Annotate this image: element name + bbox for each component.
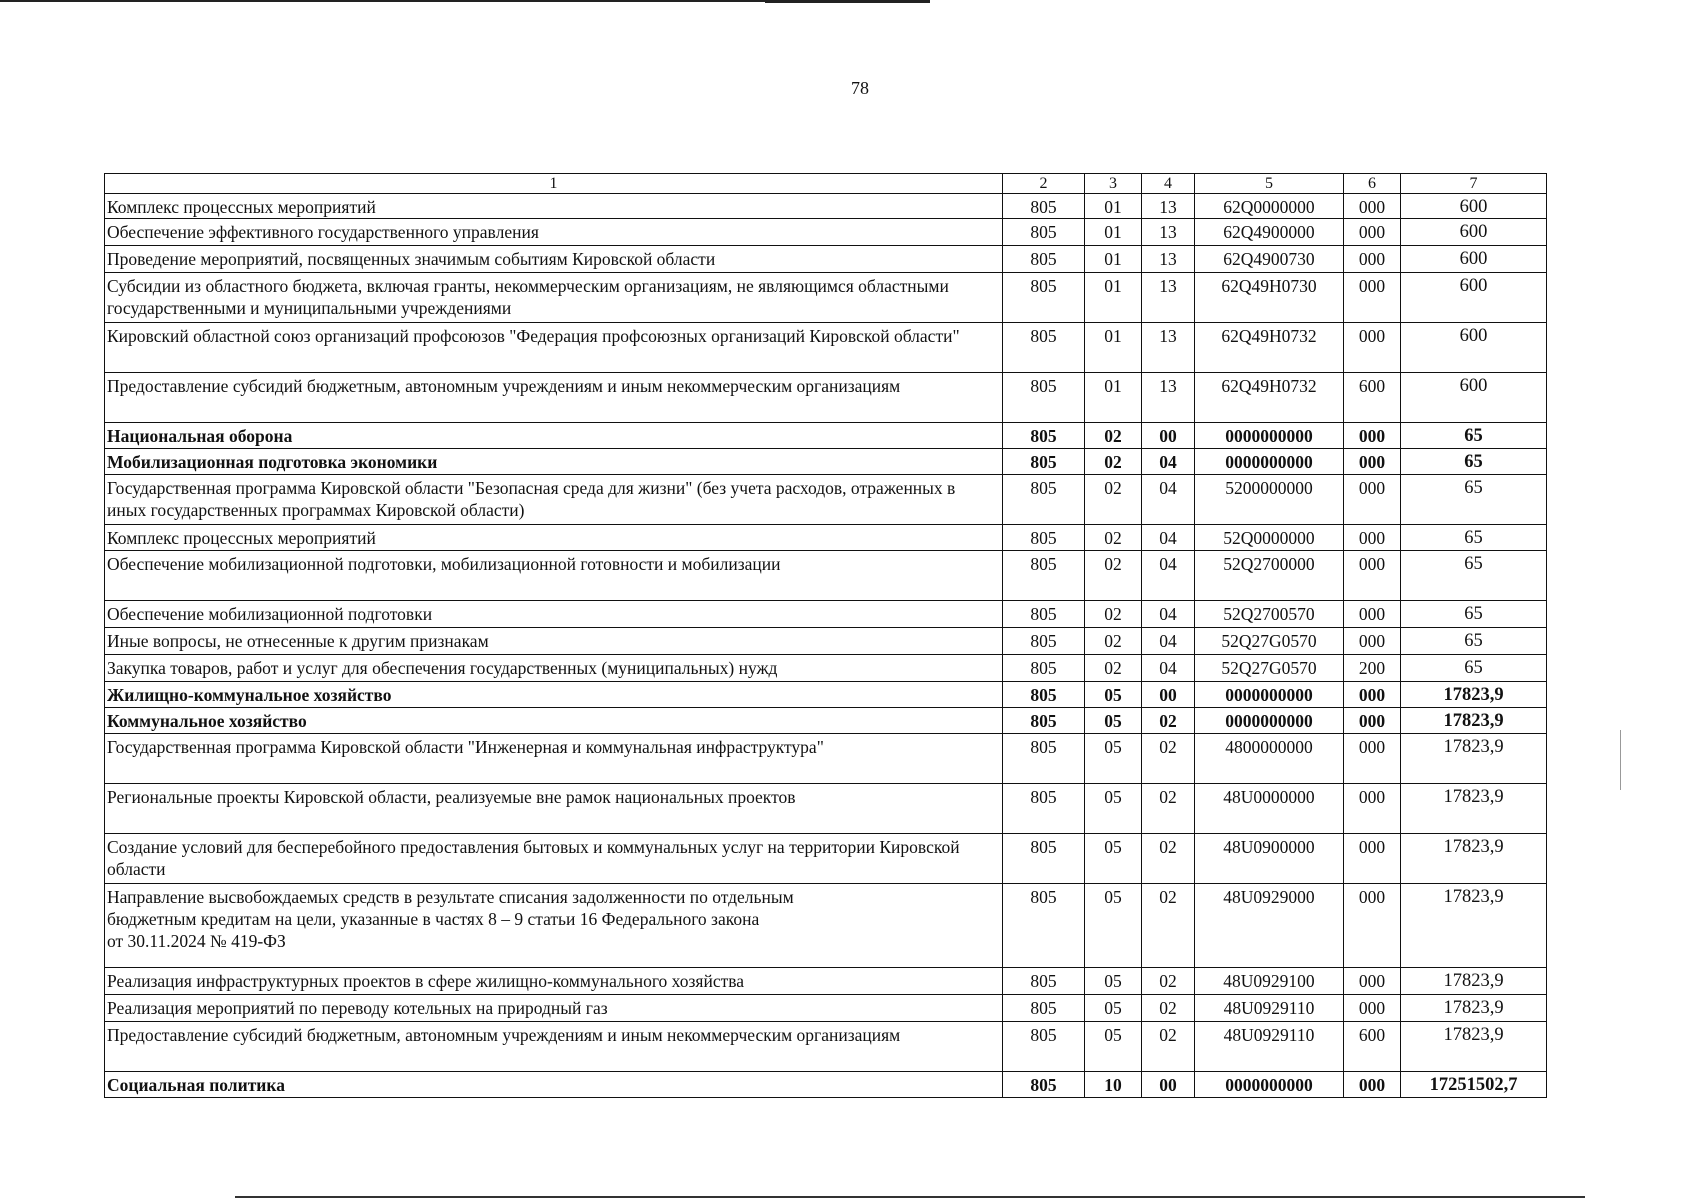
code-section-cell: 01 [1085, 219, 1142, 246]
table-row [105, 423, 1547, 449]
code-section-cell: 05 [1085, 682, 1142, 708]
row-name-cell: Реализация мероприятий по переводу котельных на природный газ [105, 995, 1003, 1022]
column-header-3: 3 [1085, 174, 1142, 194]
row-name-cell: Проведение мероприятий, посвященных значимым событиям Кировской области [105, 246, 1003, 273]
code-ministry-cell: 805 [1003, 1022, 1085, 1072]
code-target-cell: 62Q4900000 [1195, 219, 1344, 246]
page-number: 78 [851, 78, 869, 98]
code-target-cell: 0000000000 [1195, 682, 1344, 708]
code-ministry-cell: 805 [1003, 525, 1085, 551]
row-name-cell: Создание условий для бесперебойного предоставления бытовых и коммунальных услуг на территории Кировской области [105, 834, 1003, 884]
code-section-cell: 01 [1085, 273, 1142, 323]
code-ministry-cell: 805 [1003, 475, 1085, 525]
code-subsection-cell: 02 [1142, 784, 1195, 834]
code-expense-type-cell: 000 [1344, 734, 1401, 784]
table-row [105, 1022, 1547, 1072]
code-expense-type-cell: 000 [1344, 834, 1401, 884]
code-ministry-cell: 805 [1003, 884, 1085, 968]
code-target-cell: 48U0929110 [1195, 995, 1344, 1022]
code-expense-type-cell: 000 [1344, 884, 1401, 968]
code-expense-type-cell: 000 [1344, 601, 1401, 628]
code-subsection-cell: 13 [1142, 246, 1195, 273]
column-header-1: 1 [105, 174, 1003, 194]
amount-cell: 17823,9 [1401, 1022, 1547, 1072]
code-expense-type-cell: 000 [1344, 449, 1401, 475]
scan-edge-mark [1620, 730, 1621, 790]
amount-cell: 65 [1401, 628, 1547, 655]
code-subsection-cell: 04 [1142, 628, 1195, 655]
column-header-2: 2 [1003, 174, 1085, 194]
code-section-cell: 01 [1085, 246, 1142, 273]
code-target-cell: 48U0000000 [1195, 784, 1344, 834]
table-row [105, 373, 1547, 423]
amount-cell: 65 [1401, 601, 1547, 628]
code-section-cell: 05 [1085, 734, 1142, 784]
code-target-cell: 62Q49H0732 [1195, 373, 1344, 423]
table-row [105, 273, 1547, 323]
code-expense-type-cell: 000 [1344, 219, 1401, 246]
code-target-cell: 48U0929100 [1195, 968, 1344, 995]
code-ministry-cell: 805 [1003, 373, 1085, 423]
code-section-cell: 05 [1085, 968, 1142, 995]
amount-cell: 17823,9 [1401, 734, 1547, 784]
amount-cell: 600 [1401, 323, 1547, 373]
row-name-cell: Коммунальное хозяйство [105, 708, 1003, 734]
code-section-cell: 02 [1085, 551, 1142, 601]
code-subsection-cell: 04 [1142, 551, 1195, 601]
code-subsection-cell: 02 [1142, 834, 1195, 884]
code-target-cell: 52Q27G0570 [1195, 628, 1344, 655]
column-header-4: 4 [1142, 174, 1195, 194]
code-ministry-cell: 805 [1003, 628, 1085, 655]
table-body [105, 194, 1547, 1098]
row-name-line: бюджетным кредитам на цели, указанные в частях 8 – 9 статьи 16 Федерального закона [107, 909, 760, 929]
code-subsection-cell: 00 [1142, 682, 1195, 708]
row-name-cell: Региональные проекты Кировской области, реализуемые вне рамок национальных проектов [105, 784, 1003, 834]
amount-cell: 17251502,7 [1401, 1072, 1547, 1098]
budget-table [104, 173, 1547, 1098]
amount-cell: 65 [1401, 449, 1547, 475]
code-expense-type-cell: 000 [1344, 1072, 1401, 1098]
table-row [105, 884, 1547, 968]
code-subsection-cell: 13 [1142, 219, 1195, 246]
table-row [105, 628, 1547, 655]
code-target-cell: 52Q2700570 [1195, 601, 1344, 628]
code-ministry-cell: 805 [1003, 194, 1085, 219]
row-name-line: Направление высвобождаемых средств в результате списания задолженности по отдельным [107, 887, 794, 907]
amount-cell: 17823,9 [1401, 708, 1547, 734]
table-row [105, 551, 1547, 601]
amount-cell: 600 [1401, 273, 1547, 323]
code-subsection-cell: 13 [1142, 323, 1195, 373]
code-ministry-cell: 805 [1003, 551, 1085, 601]
amount-cell: 65 [1401, 655, 1547, 682]
code-target-cell: 5200000000 [1195, 475, 1344, 525]
code-expense-type-cell: 000 [1344, 628, 1401, 655]
code-subsection-cell: 02 [1142, 708, 1195, 734]
code-target-cell: 48U0929000 [1195, 884, 1344, 968]
table-row [105, 525, 1547, 551]
amount-cell: 600 [1401, 219, 1547, 246]
code-subsection-cell: 13 [1142, 273, 1195, 323]
code-expense-type-cell: 000 [1344, 525, 1401, 551]
code-subsection-cell: 02 [1142, 734, 1195, 784]
code-section-cell: 02 [1085, 525, 1142, 551]
row-name-cell: Иные вопросы, не отнесенные к другим признакам [105, 628, 1003, 655]
code-target-cell: 4800000000 [1195, 734, 1344, 784]
code-expense-type-cell: 600 [1344, 1022, 1401, 1072]
row-name-cell: Жилищно-коммунальное хозяйство [105, 682, 1003, 708]
row-name-cell: Реализация инфраструктурных проектов в сфере жилищно-коммунального хозяйства [105, 968, 1003, 995]
table-row [105, 1072, 1547, 1098]
code-expense-type-cell: 000 [1344, 475, 1401, 525]
amount-cell: 600 [1401, 373, 1547, 423]
code-target-cell: 62Q4900730 [1195, 246, 1344, 273]
code-ministry-cell: 805 [1003, 784, 1085, 834]
column-header-7: 7 [1401, 174, 1547, 194]
code-ministry-cell: 805 [1003, 995, 1085, 1022]
code-ministry-cell: 805 [1003, 655, 1085, 682]
code-subsection-cell: 02 [1142, 1022, 1195, 1072]
table-row [105, 834, 1547, 884]
table-row [105, 968, 1547, 995]
table-row [105, 708, 1547, 734]
code-ministry-cell: 805 [1003, 734, 1085, 784]
code-subsection-cell: 00 [1142, 423, 1195, 449]
code-expense-type-cell: 000 [1344, 708, 1401, 734]
code-ministry-cell: 805 [1003, 449, 1085, 475]
code-section-cell: 05 [1085, 1022, 1142, 1072]
code-section-cell: 05 [1085, 834, 1142, 884]
code-section-cell: 01 [1085, 323, 1142, 373]
code-target-cell: 62Q49H0732 [1195, 323, 1344, 373]
code-ministry-cell: 805 [1003, 708, 1085, 734]
row-name-cell: Кировский областной союз организаций профсоюзов "Федерация профсоюзных организаций Кировской области" [105, 323, 1003, 373]
code-section-cell: 05 [1085, 995, 1142, 1022]
code-subsection-cell: 13 [1142, 194, 1195, 219]
code-target-cell: 48U0900000 [1195, 834, 1344, 884]
code-ministry-cell: 805 [1003, 1072, 1085, 1098]
scan-top-rule-thick [765, 0, 930, 3]
code-ministry-cell: 805 [1003, 601, 1085, 628]
row-name-cell: Обеспечение мобилизационной подготовки [105, 601, 1003, 628]
scan-bottom-rule [235, 1196, 1585, 1198]
code-subsection-cell: 02 [1142, 995, 1195, 1022]
code-target-cell: 62Q49H0730 [1195, 273, 1344, 323]
table-row [105, 995, 1547, 1022]
row-name-cell [105, 884, 1003, 968]
amount-cell: 600 [1401, 246, 1547, 273]
amount-cell: 65 [1401, 423, 1547, 449]
table-row [105, 784, 1547, 834]
code-expense-type-cell: 000 [1344, 423, 1401, 449]
table-row [105, 194, 1547, 219]
code-section-cell: 01 [1085, 194, 1142, 219]
row-name-cell: Мобилизационная подготовка экономики [105, 449, 1003, 475]
code-section-cell: 02 [1085, 475, 1142, 525]
code-expense-type-cell: 000 [1344, 968, 1401, 995]
table-header-row [105, 174, 1547, 194]
table-row [105, 682, 1547, 708]
code-ministry-cell: 805 [1003, 834, 1085, 884]
column-header-6: 6 [1344, 174, 1401, 194]
table-row [105, 734, 1547, 784]
code-section-cell: 02 [1085, 628, 1142, 655]
row-name-cell: Предоставление субсидий бюджетным, автономным учреждениям и иным некоммерческим организациям [105, 373, 1003, 423]
row-name-cell: Комплекс процессных мероприятий [105, 525, 1003, 551]
code-expense-type-cell: 000 [1344, 551, 1401, 601]
code-ministry-cell: 805 [1003, 273, 1085, 323]
code-expense-type-cell: 000 [1344, 682, 1401, 708]
code-target-cell: 52Q2700000 [1195, 551, 1344, 601]
row-name-cell: Обеспечение эффективного государственного управления [105, 219, 1003, 246]
row-name-cell: Обеспечение мобилизационной подготовки, мобилизационной готовности и мобилизации [105, 551, 1003, 601]
code-subsection-cell: 04 [1142, 525, 1195, 551]
code-section-cell: 05 [1085, 708, 1142, 734]
code-section-cell: 01 [1085, 373, 1142, 423]
code-expense-type-cell: 000 [1344, 246, 1401, 273]
code-target-cell: 62Q0000000 [1195, 194, 1344, 219]
code-target-cell: 0000000000 [1195, 708, 1344, 734]
code-expense-type-cell: 000 [1344, 323, 1401, 373]
code-subsection-cell: 04 [1142, 475, 1195, 525]
row-name-cell: Предоставление субсидий бюджетным, автономным учреждениям и иным некоммерческим организациям [105, 1022, 1003, 1072]
code-section-cell: 02 [1085, 423, 1142, 449]
code-expense-type-cell: 000 [1344, 194, 1401, 219]
amount-cell: 17823,9 [1401, 968, 1547, 995]
amount-cell: 17823,9 [1401, 995, 1547, 1022]
amount-cell: 65 [1401, 525, 1547, 551]
code-section-cell: 10 [1085, 1072, 1142, 1098]
table-row [105, 246, 1547, 273]
row-name-cell: Государственная программа Кировской области "Инженерная и коммунальная инфраструктура" [105, 734, 1003, 784]
code-expense-type-cell: 000 [1344, 784, 1401, 834]
code-ministry-cell: 805 [1003, 423, 1085, 449]
code-ministry-cell: 805 [1003, 968, 1085, 995]
table-row [105, 655, 1547, 682]
code-ministry-cell: 805 [1003, 246, 1085, 273]
amount-cell: 65 [1401, 475, 1547, 525]
amount-cell: 17823,9 [1401, 884, 1547, 968]
code-ministry-cell: 805 [1003, 323, 1085, 373]
amount-cell: 65 [1401, 551, 1547, 601]
table-row [105, 219, 1547, 246]
code-section-cell: 02 [1085, 449, 1142, 475]
code-subsection-cell: 00 [1142, 1072, 1195, 1098]
code-expense-type-cell: 000 [1344, 273, 1401, 323]
row-name-cell: Социальная политика [105, 1072, 1003, 1098]
code-section-cell: 02 [1085, 601, 1142, 628]
code-target-cell: 48U0929110 [1195, 1022, 1344, 1072]
code-expense-type-cell: 200 [1344, 655, 1401, 682]
code-ministry-cell: 805 [1003, 682, 1085, 708]
code-target-cell: 0000000000 [1195, 1072, 1344, 1098]
amount-cell: 17823,9 [1401, 682, 1547, 708]
table-row [105, 323, 1547, 373]
code-expense-type-cell: 600 [1344, 373, 1401, 423]
row-name-cell: Комплекс процессных мероприятий [105, 194, 1003, 219]
code-section-cell: 05 [1085, 784, 1142, 834]
code-section-cell: 02 [1085, 655, 1142, 682]
code-subsection-cell: 04 [1142, 601, 1195, 628]
table-row [105, 601, 1547, 628]
column-header-5: 5 [1195, 174, 1344, 194]
code-expense-type-cell: 000 [1344, 995, 1401, 1022]
amount-cell: 17823,9 [1401, 834, 1547, 884]
code-subsection-cell: 02 [1142, 968, 1195, 995]
code-target-cell: 0000000000 [1195, 449, 1344, 475]
code-target-cell: 52Q0000000 [1195, 525, 1344, 551]
code-subsection-cell: 04 [1142, 655, 1195, 682]
table-row [105, 475, 1547, 525]
code-subsection-cell: 04 [1142, 449, 1195, 475]
row-name-cell: Государственная программа Кировской области "Безопасная среда для жизни" (без учета расходов, отраженных в иных государственных программах Кировской области) [105, 475, 1003, 525]
code-section-cell: 05 [1085, 884, 1142, 968]
code-subsection-cell: 13 [1142, 373, 1195, 423]
code-subsection-cell: 02 [1142, 884, 1195, 968]
row-name-cell: Субсидии из областного бюджета, включая гранты, некоммерческим организациям, не являющимся областными государственными и муниципальными учреждениями [105, 273, 1003, 323]
code-ministry-cell: 805 [1003, 219, 1085, 246]
row-name-line: от 30.11.2024 № 419-ФЗ [107, 931, 286, 951]
code-target-cell: 0000000000 [1195, 423, 1344, 449]
amount-cell: 600 [1401, 194, 1547, 219]
code-target-cell: 52Q27G0570 [1195, 655, 1344, 682]
row-name-cell: Закупка товаров, работ и услуг для обеспечения государственных (муниципальных) нужд [105, 655, 1003, 682]
table-row [105, 449, 1547, 475]
amount-cell: 17823,9 [1401, 784, 1547, 834]
row-name-cell: Национальная оборона [105, 423, 1003, 449]
